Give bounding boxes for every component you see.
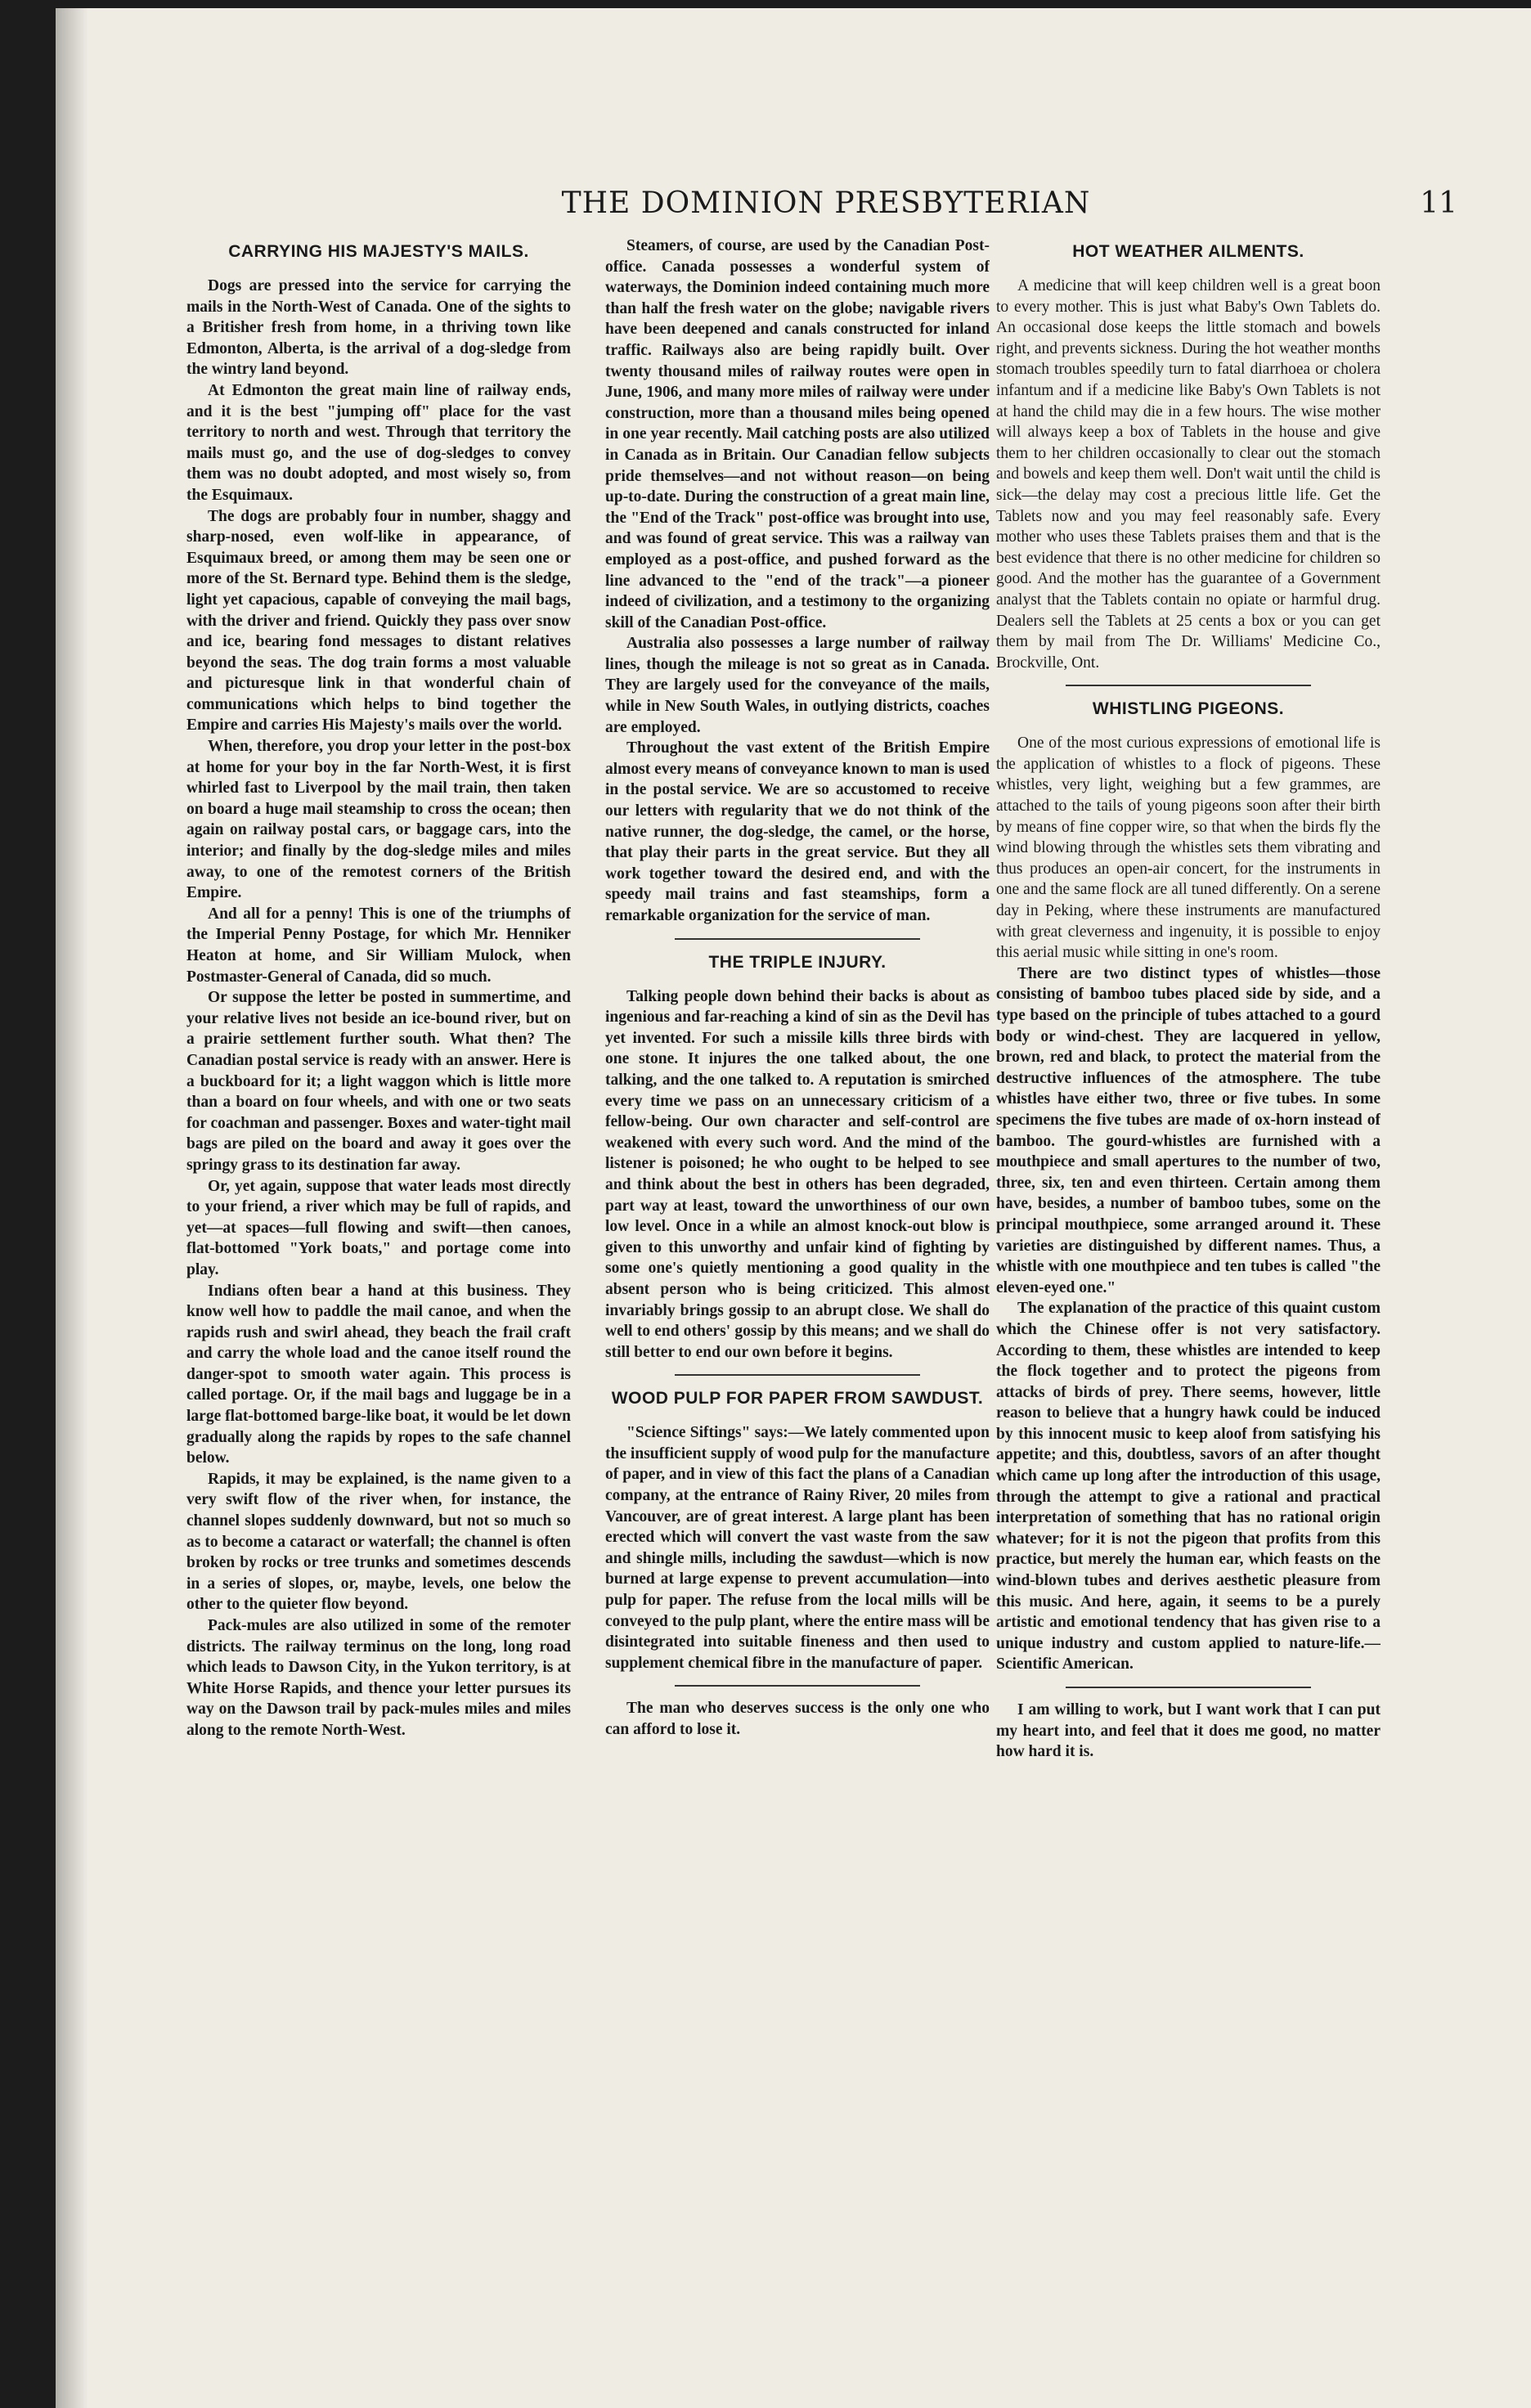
section-divider [675, 1685, 920, 1687]
article-body-triple-injury [605, 986, 990, 1363]
paragraph: The dogs are probably four in number, shaggy and sharp-nosed, even wolf-like in appearance, of Esquimaux breed, or among them may be seen one or more of the St. Bernard type. Behind them is the sledge, light yet capacious, capable of conveying the mail bags, with the driver and friend. Quickly they pass over snow and ice, bearing fond messages to distant relatives beyond the seas. The dog train forms a most valuable and picturesque link in that wonderful chain of communications which helps to bind together the Empire and carries His Majesty's mails over the world. [186, 507, 571, 735]
article-heading-whistling-pigeons: WHISTLING PIGEONS. [1092, 699, 1285, 719]
publication-title: THE DOMINION PRESBYTERIAN [561, 186, 1091, 220]
article-body-carrying-mails [186, 276, 571, 1741]
paragraph: When, therefore, you drop your letter in the post-box at home for your boy in the far North-West, it is first whirled fast to Liverpool by the mail train, then taken on board a huge mail steamship to cross the ocean; then again on railway postal cars, or baggage cars, into the interior; and finally by the dog-sledge miles and miles away, to one of the remotest corners of the British Empire. [186, 738, 571, 902]
newspaper-page [56, 8, 1531, 2408]
article-heading-carrying-mails: CARRYING HIS MAJESTY'S MAILS. [228, 242, 529, 261]
column-1 [186, 236, 571, 2313]
paragraph: A medicine that will keep children well is a great boon to every mother. This is just what Baby's Own Tablets do. An occasional dose keeps the little stomach and bowels right, and prevents sickness. During the hot weather months stomach troubles speedily turn to fatal diarrhoea or cholera infantum and if a medicine like Baby's Own Tablets is not at hand the child may die in a few hours. The wise mother will always keep a box of Tablets in the house and give them to her children occasionally to clear out the stomach and bowels and keep them well. Don't wait until the child is sick—the delay may cost a precious little life. Get the Tablets now and you may feel reasonably safe. Every mother who uses these Tablets praises them and that is the best evidence that there is no other medicine for children so good. And the mother has the guarantee of a Government analyst that the Tablets contain no opiate or harmful drug. Dealers sell the Tablets at 25 cents a box or you can get them by mail from The Dr. Williams' Medicine Co., Brockville, Ont. [996, 277, 1381, 672]
paragraph: Australia also possesses a large number of railway lines, though the mileage is not so great as in Canada. They are largely used for the conveyance of the mails, while in New South Wales, in outlying districts, coaches are employed. [605, 635, 990, 736]
paragraph: Pack-mules are also utilized in some of the remoter districts. The railway terminus on the long, long road which leads to Dawson City, in the Yukon territory, is at White Horse Rapids, and thence your letter pursues its way on the Dawson trail by pack-mules miles and miles along to the remote North-West. [186, 1617, 571, 1739]
closing-quote-work [996, 1700, 1381, 1763]
closing-quote-success [605, 1698, 990, 1740]
article-body-hot-weather [996, 276, 1381, 673]
article-body-wood-pulp [605, 1422, 990, 1673]
section-divider [675, 938, 920, 940]
paragraph: Dogs are pressed into the service for carrying the mails in the North-West of Canada. One of the sights to a Britisher fresh from home, in a thriving town like Edmonton, Alberta, is the arrival of a dog-sledge from the wintry land beyond. [186, 277, 571, 379]
article-body-carrying-mails-continued [605, 236, 990, 927]
paragraph: Talking people down behind their backs is about as ingenious and far-reaching a kind of sin as the Devil has yet invented. For such a missile kills three birds with one stone. It injures the one talked about, the one talking, and the one talked to. A reputation is smirched every time we pass on an unnecessary criticism of a fellow-being. Our own character and self-control are weakened with every such word. And the mind of the listener is poisoned; he who ought to be helped to see and think about the best in others has been degraded, part way at least, toward the unworthiness of our own low level. Once in a while an almost knock-out blow is given to this unworthy and unfair kind of fighting by some one's quietly mentioning a good quality in the absent person who is being criticized. This almost invariably brings gossip to an abrupt close. We shall do well to end others' gossip by this means; and we shall do still better to end our own before it begins. [605, 987, 990, 1361]
article-heading-wood-pulp: WOOD PULP FOR PAPER FROM SAWDUST. [611, 1389, 984, 1408]
article-body-whistling-pigeons [996, 733, 1381, 1675]
quote-text: I am willing to work, but I want work that I can put my heart into, and feel that it does me good, no matter how hard it is. [996, 1701, 1381, 1761]
section-divider [675, 1374, 920, 1376]
paragraph: Throughout the vast extent of the British Empire almost every means of conveyance known to man is used in the postal service. We are so accustomed to receive our letters with regularity that we do not think of the native runner, the dog-sledge, the camel, or the horse, that play their parts in the great service. But they all work together toward the desired end, and with the speedy mail trains and fast steamships, form a remarkable organization for the service of man. [605, 739, 990, 924]
paragraph: Or, yet again, suppose that water leads most directly to your friend, a river which may be full of rapids, and yet—at spaces—full flowing and swift—then canoes, flat-bottomed "York boats," and portage come into play. [186, 1177, 571, 1278]
page-number: 11 [1420, 186, 1457, 220]
paragraph: One of the most curious expressions of emotional life is the application of whistles to a flock of pigeons. These whistles, very light, weighing but a few grammes, are attached to the tails of young pigeons soon after their birth by means of fine copper wire, so that when the birds fly the wind blowing through the whistles sets them vibrating and thus produces an open-air concert, for the instruments in one and the same flock are all tuned differently. On a serene day in Peking, where these instruments are manufactured with great cleverness and ingenuity, it is possible to enjoy this aerial music while sitting in one's room. [996, 735, 1381, 962]
paragraph: At Edmonton the great main line of railway ends, and it is the best "jumping off" place for the vast territory to north and west. Through that territory the mails must go, and the use of dog-sledges to convey them was no doubt adopted, and most wisely so, from the Esquimaux. [186, 381, 571, 504]
article-heading-hot-weather: HOT WEATHER AILMENTS. [1072, 242, 1304, 261]
paragraph: The explanation of the practice of this quaint custom which the Chinese offer is not very satisfactory. According to them, these whistles are intended to keep the flock together and to protect the pigeons from attacks of birds of prey. There seems, however, little reason to believe that a hungry hawk could be induced by this innocent music to keep aloof from satisfying his appetite; and this, doubtless, savors of an after thought which came up long after the introduction of this usage, through the attempt to give a rational and practical interpretation of something that has no rational origin whatever; for it is not the pigeon that profits from this practice, but merely the human ear, which feasts on the wind-blown tubes and derives aesthetic pleasure from this music. And here, again, it seems to be a purely artistic and emotional tendency that has given rise to a unique industry and custom applied to nature-life.—Scientific American. [996, 1300, 1381, 1673]
paragraph: Indians often bear a hand at this business. They know well how to paddle the mail canoe, and when the rapids rush and swirl ahead, they beach the frail craft and carry the whole load and the canoe itself round the danger-spot to smooth water again. This process is called portage. Or, if the mail bags and luggage be in a large flat-bottomed barge-like boat, it would be let down gradually along the rapids by ropes to the safe channel below. [186, 1282, 571, 1467]
paragraph: And all for a penny! This is one of the triumphs of the Imperial Penny Postage, for which Mr. Henniker Heaton at home, and Sir William Mulock, when Postmaster-General of Canada, did so much. [186, 905, 571, 986]
paragraph: There are two distinct types of whistles—those consisting of bamboo tubes placed side by side, and a type based on the principle of tubes attached to a gourd body or wind-chest. They are lacquered in yellow, brown, red and black, to protect the material from the destructive influences of the atmosphere. The tube whistles have either two, three or five tubes. In some specimens the five tubes are made of ox-horn instead of bamboo. The gourd-whistles are furnished with a mouthpiece and small apertures to the number of two, three, six, ten and even thirteen. Certain among them have, besides, a number of bamboo tubes, some on the principal mouthpiece, some arranged around it. These varieties are distinguished by different names. Thus, a whistle with one mouthpiece and ten tubes is called "the eleven-eyed one." [996, 964, 1381, 1296]
quote-text: The man who deserves success is the only one who can afford to lose it. [605, 1700, 990, 1738]
section-divider [1066, 1687, 1311, 1688]
page-header [186, 186, 1466, 227]
paragraph: Rapids, it may be explained, is the name given to a very swift flow of the river when, for instance, the channel slopes suddenly downward, but not so much so as to become a cataract or waterfall; the channel is often broken by rocks or tree trunks and sometimes descends in a series of slopes, or, maybe, levels, one below the other to the quieter flow beyond. [186, 1470, 571, 1614]
column-3 [996, 236, 1381, 2321]
page-edge-shadow [56, 8, 88, 2408]
paragraph: "Science Siftings" says:—We lately commented upon the insufficient supply of wood pulp for the manufacture of paper, and in view of this fact the plans of a Canadian company, at the entrance of Rainy River, 20 miles from Vancouver, are of great interest. A large plant has been erected which will convert the vast waste from the saw and shingle mills, including the sawdust—which is now burned at large expense to prevent accumulation—into pulp for paper. The refuse from the local mills will be conveyed to the pulp plant, where the entire mass will be disintegrated into suitable fineness and then used to supplement chemical fibre in the manufacture of paper. [605, 1424, 990, 1672]
section-divider [1066, 685, 1311, 686]
column-2 [605, 236, 990, 2297]
paragraph: Steamers, of course, are used by the Canadian Post-office. Canada possesses a wonderful system of waterways, the Dominion indeed containing much more than half the fresh water on the globe; navigable rivers have been deepened and canals constructed for inland traffic. Railways also are being rapidly built. Over twenty thousand miles of railway routes were open in June, 1906, and many more miles of railway were under construction, more than a thousand miles being opened in one year recently. Mail catching posts are also utilized in Canada as in Britain. Our Canadian fellow subjects pride themselves—and not without reason—on being up-to-date. During the construction of a great main line, the "End of the Track" post-office was brought into use, and was found of great service. This was a railway van employed as a post-office, and pushed forward as the line advanced to the "end of the track"—a pioneer indeed of civilization, and a testimony to the organizing skill of the Canadian Post-office. [605, 237, 990, 631]
article-heading-triple-injury: THE TRIPLE INJURY. [708, 952, 887, 972]
paragraph: Or suppose the letter be posted in summertime, and your relative lives not beside an ice-bound river, but on a prairie settlement further south. What then? The Canadian postal service is ready with an answer. Here is a buckboard for it; a light waggon which is little more than a board on four wheels, and with one or two seats for coachman and passenger. Boxes and water-tight mail bags are piled on the board and away it goes over the springy grass to its destination far away. [186, 989, 571, 1174]
